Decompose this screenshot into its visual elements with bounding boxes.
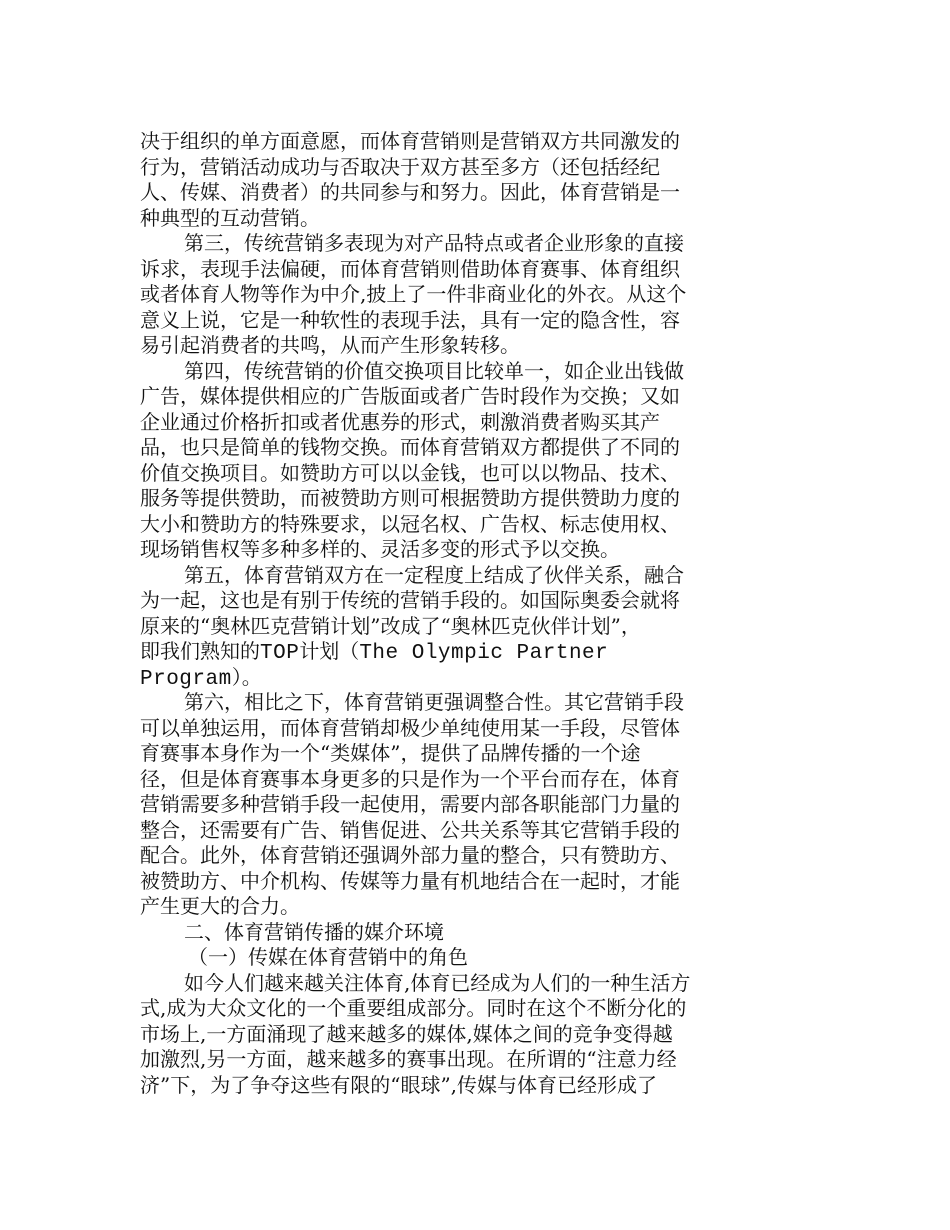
text-fragment-latin: TOP	[260, 642, 300, 665]
text-line: 为一起，这也是有别于传统的营销手段的。如国际奥委会就将	[140, 588, 680, 612]
text-fragment: 即我们熟知的	[140, 639, 260, 663]
text-line: 原来的“奥林匹克营销计划”改成了“奥林匹克伙伴计划”，	[140, 613, 641, 638]
text-fragment: 计划（	[299, 639, 360, 663]
text-line: 服务等提供赞助，而被赞助方则可根据赞助方提供赞助力度的	[140, 486, 680, 510]
text-line: 大小和赞助方的特殊要求，以冠名权、广告权、标志使用权、	[140, 511, 680, 536]
subsection-heading: （一）传媒在体育营销中的角色	[188, 945, 468, 969]
paragraph-first-line: 如今人们越来越关注体育,体育已经成为人们的一种生活方	[184, 970, 691, 995]
text-line: 或者体育人物等作为中介,披上了一件非商业化的外衣。从这个	[140, 282, 687, 306]
paragraph-first-line: 第六，相比之下，体育营销更强调整合性。其它营销手段	[184, 690, 684, 714]
text-line: 现场销售权等多种多样的、灵活多变的形式予以交换。	[140, 537, 620, 561]
text-line: 价值交换项目。如赞助方可以以金钱，也可以以物品、技术、	[140, 460, 680, 485]
text-line: 产生更大的合力。	[140, 894, 300, 918]
paragraph-first-line: 第三，传统营销多表现为对产品特点或者企业形象的直接	[184, 231, 684, 255]
text-fragment: ）。	[231, 664, 262, 689]
text-line: 企业通过价格折扣或者优惠券的形式，刺激消费者购买其产	[140, 409, 660, 434]
text-line: 式,成为大众文化的一个重要组成部分。同时在这个不断分化的	[140, 996, 687, 1020]
text-line-mixed	[140, 639, 745, 665]
section-heading: 二、体育营销传播的媒介环境	[184, 919, 444, 944]
text-line: 径，但是体育赛事本身更多的只是作为一个平台而存在，体育	[140, 766, 680, 791]
text-line: 整合，还需要有广告、销售促进、公共关系等其它营销手段的	[140, 817, 680, 842]
text-line: 行为，营销活动成功与否取决于双方甚至多方（还包括经纪	[140, 154, 660, 179]
text-line: 意义上说，它是一种软性的表现手法，具有一定的隐含性，容	[140, 307, 680, 332]
paragraph-first-line: 第五，体育营销双方在一定程度上结成了伙伴关系，融合	[184, 562, 684, 587]
text-fragment-latin: The Olympic Partner	[359, 642, 609, 665]
text-line: 广告，媒体提供相应的广告版面或者广告时段作为交换；又如	[140, 384, 680, 408]
text-line: 诉求，表现手法偏硬，而体育营销则借助体育赛事、体育组织	[140, 256, 680, 281]
text-line: 品，也只是简单的钱物交换。而体育营销双方都提供了不同的	[140, 435, 680, 459]
text-line: 济”下，为了争夺这些有限的“眼球”,传媒与体育已经形成了	[140, 1072, 658, 1097]
text-line-mixed	[140, 665, 745, 691]
text-line: 市场上,一方面涌现了越来越多的媒体,媒体之间的竞争变得越	[140, 1021, 673, 1046]
text-line: 决于组织的单方面意愿，而体育营销则是营销双方共同激发的	[140, 129, 680, 153]
text-line: 配合。此外，体育营销还强调外部力量的整合，只有赞助方、	[140, 843, 680, 867]
text-line: 人、传媒、消费者）的共同参与和努力。因此，体育营销是一	[140, 180, 680, 204]
text-line: 种典型的互动营销。	[140, 205, 320, 230]
text-line: 可以单独运用，而体育营销却极少单纯使用某一手段，尽管体	[140, 715, 680, 740]
text-line: 育赛事本身作为一个“类媒体”，提供了品牌传播的一个途	[140, 741, 641, 765]
text-line: 加激烈,另一方面，越来越多的赛事出现。在所谓的“注意力经	[140, 1047, 677, 1071]
text-line: 营销需要多种营销手段一起使用，需要内部各职能部门力量的	[140, 792, 680, 816]
paragraph-first-line: 第四，传统营销的价值交换项目比较单一，如企业出钱做	[184, 358, 684, 383]
text-line: 被赞助方、中介机构、传媒等力量有机地结合在一起时，才能	[140, 868, 680, 893]
document-body	[140, 129, 745, 1098]
text-fragment-latin: Program	[140, 667, 232, 691]
text-line: 易引起消费者的共鸣，从而产生形象转移。	[140, 333, 520, 357]
